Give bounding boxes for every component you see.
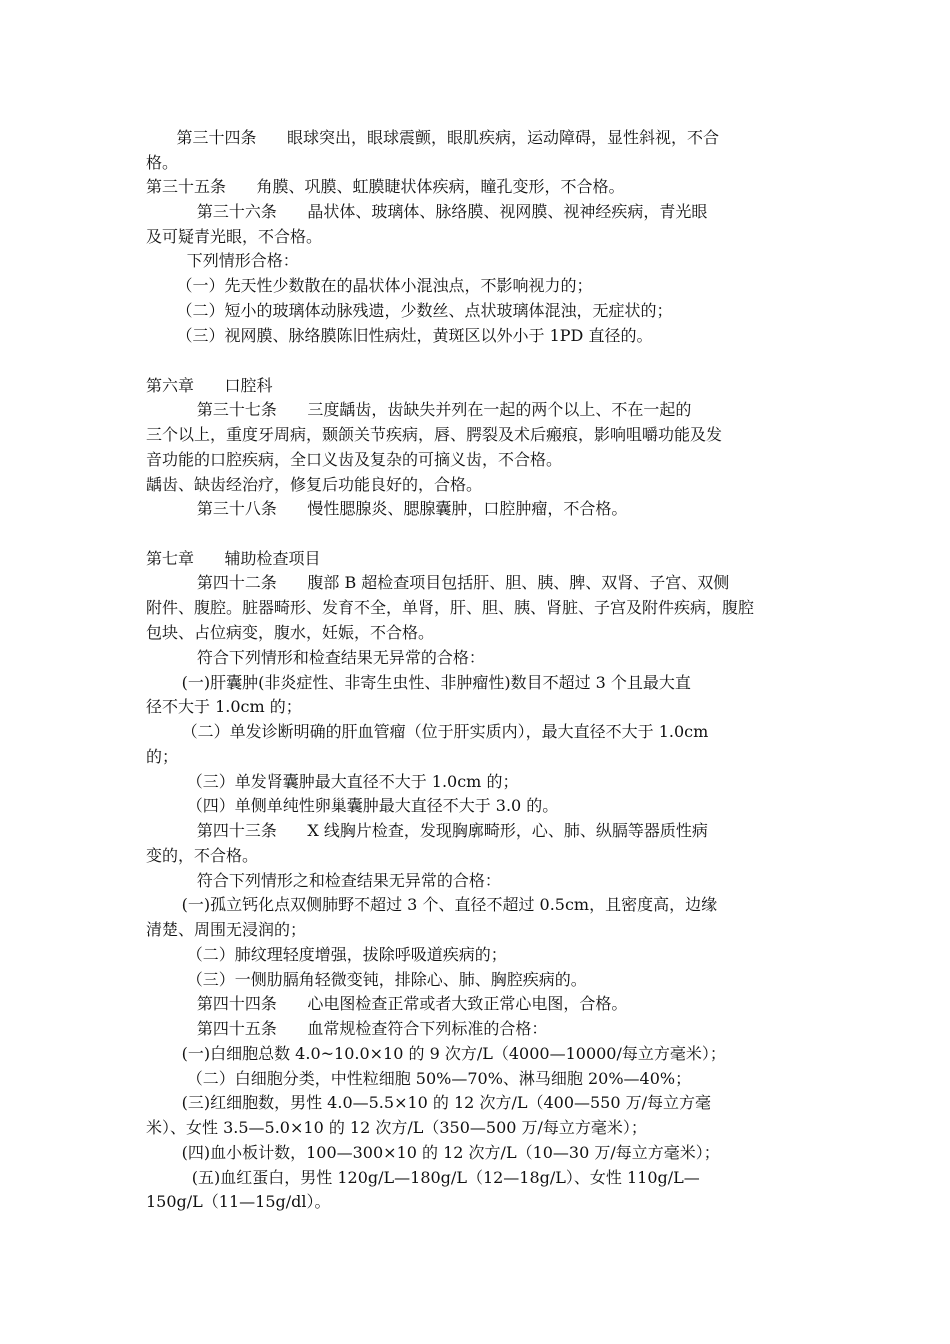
text-line: 符合下列情形之和检查结果无异常的合格： (146, 871, 501, 890)
text-line: （三）视网膜、脉络膜陈旧性病灶，黄斑区以外小于 1PD 直径的。 (146, 326, 653, 345)
text-line: 附件、腹腔。脏器畸形、发育不全，单肾，肝、胆、胰、肾脏、子宫及附件疾病，腹腔 (146, 598, 755, 617)
text-line: (三)红细胞数，男性 4.0—5.5×10 的 12 次方/L（400—550 万/每立方毫 (146, 1093, 712, 1112)
text-line: 第三十五条 角膜、巩膜、虹膜睫状体疾病，瞳孔变形，不合格。 (146, 177, 625, 196)
text-line: 龋齿、缺齿经治疗，修复后功能良好的，合格。 (146, 475, 483, 494)
text-line: 音功能的口腔疾病，全口义齿及复杂的可摘义齿，不合格。 (146, 450, 563, 469)
text-line: 第四十二条 腹部 B 超检查项目包括肝、胆、胰、脾、双肾、子宫、双侧 (146, 573, 730, 592)
text-line: （四）单侧单纯性卵巢囊肿最大直径不大于 3.0 的。 (146, 796, 559, 815)
text-line: 清楚、周围无浸润的； (146, 920, 307, 939)
text-line: 第四十五条 血常规检查符合下列标准的合格： (146, 1019, 548, 1038)
text-line: (一)孤立钙化点双侧肺野不超过 3 个、直径不超过 0.5cm，且密度高，边缘 (146, 895, 718, 914)
text-line: 包块、占位病变，腹水，妊娠，不合格。 (146, 623, 435, 642)
text-line: 第三十八条 慢性腮腺炎、腮腺囊肿，口腔肿瘤，不合格。 (146, 499, 628, 518)
text-line: 的； (146, 747, 179, 766)
chapter-heading: 第六章 口腔科 (146, 376, 273, 395)
text-line: (一)肝囊肿(非炎症性、非寄生虫性、非肿瘤性)数目不超过 3 个且最大直 (146, 673, 691, 692)
text-line: 变的，不合格。 (146, 846, 259, 865)
text-line: 第三十七条 三度龋齿，齿缺失并列在一起的两个以上、不在一起的 (146, 400, 692, 419)
text-line: 第三十四条 眼球突出，眼球震颤，眼肌疾病，运动障碍，显性斜视，不合 (146, 128, 720, 147)
chapter-heading: 第七章 辅助检查项目 (146, 549, 321, 568)
text-line: （二）白细胞分类，中性粒细胞 50%—70%、淋马细胞 20%—40%； (146, 1069, 692, 1088)
text-line: (四)血小板计数，100—300×10 的 12 次方/L（10—30 万/每立方毫米）； (146, 1143, 720, 1162)
text-line: 米）、女性 3.5—5.0×10 的 12 次方/L（350—500 万/每立方毫米）； (146, 1118, 647, 1137)
text-line: （二）肺纹理轻度增强，拔除呼吸道疾病的； (146, 945, 507, 964)
text-line: 格。 (146, 153, 179, 172)
text-line: （三）一侧肋膈角轻微变钝，排除心、肺、胸腔疾病的。 (146, 970, 587, 989)
text-line: 第四十三条 X 线胸片检查，发现胸廓畸形，心、肺、纵膈等器质性病 (146, 821, 708, 840)
text-line: 符合下列情形和检查结果无异常的合格： (146, 648, 485, 667)
text-line: （二）单发诊断明确的肝血管瘤（位于肝实质内），最大直径不大于 1.0cm (146, 722, 709, 741)
text-line: （二）短小的玻璃体动脉残遗，少数丝、点状玻璃体混浊，无症状的； (146, 301, 673, 320)
text-line: 第三十六条 晶状体、玻璃体、脉络膜、视网膜、视神经疾病，青光眼 (146, 202, 708, 221)
text-line: 及可疑青光眼，不合格。 (146, 227, 323, 246)
text-line: (一)白细胞总数 4.0~10.0×10 的 9 次方/L（4000—10000/每立方毫米）； (146, 1044, 726, 1063)
text-line: 第四十四条 心电图检查正常或者大致正常心电图，合格。 (146, 994, 628, 1013)
text-line: 三个以上，重度牙周病，颞颌关节疾病，唇、腭裂及术后瘢痕，影响咀嚼功能及发 (146, 425, 723, 444)
text-line: (五)血红蛋白，男性 120g/L—180g/L（12—18g/L）、女性 110g/L— (146, 1168, 700, 1187)
text-line: （三）单发肾囊肿最大直径不大于 1.0cm 的； (146, 772, 519, 791)
text-line: 下列情形合格： (146, 251, 299, 270)
text-line: 150g/L（11—15g/dl）。 (146, 1192, 331, 1211)
text-line: 径不大于 1.0cm 的； (146, 697, 302, 716)
text-line: （一）先天性少数散在的晶状体小混浊点，不影响视力的； (146, 276, 593, 295)
